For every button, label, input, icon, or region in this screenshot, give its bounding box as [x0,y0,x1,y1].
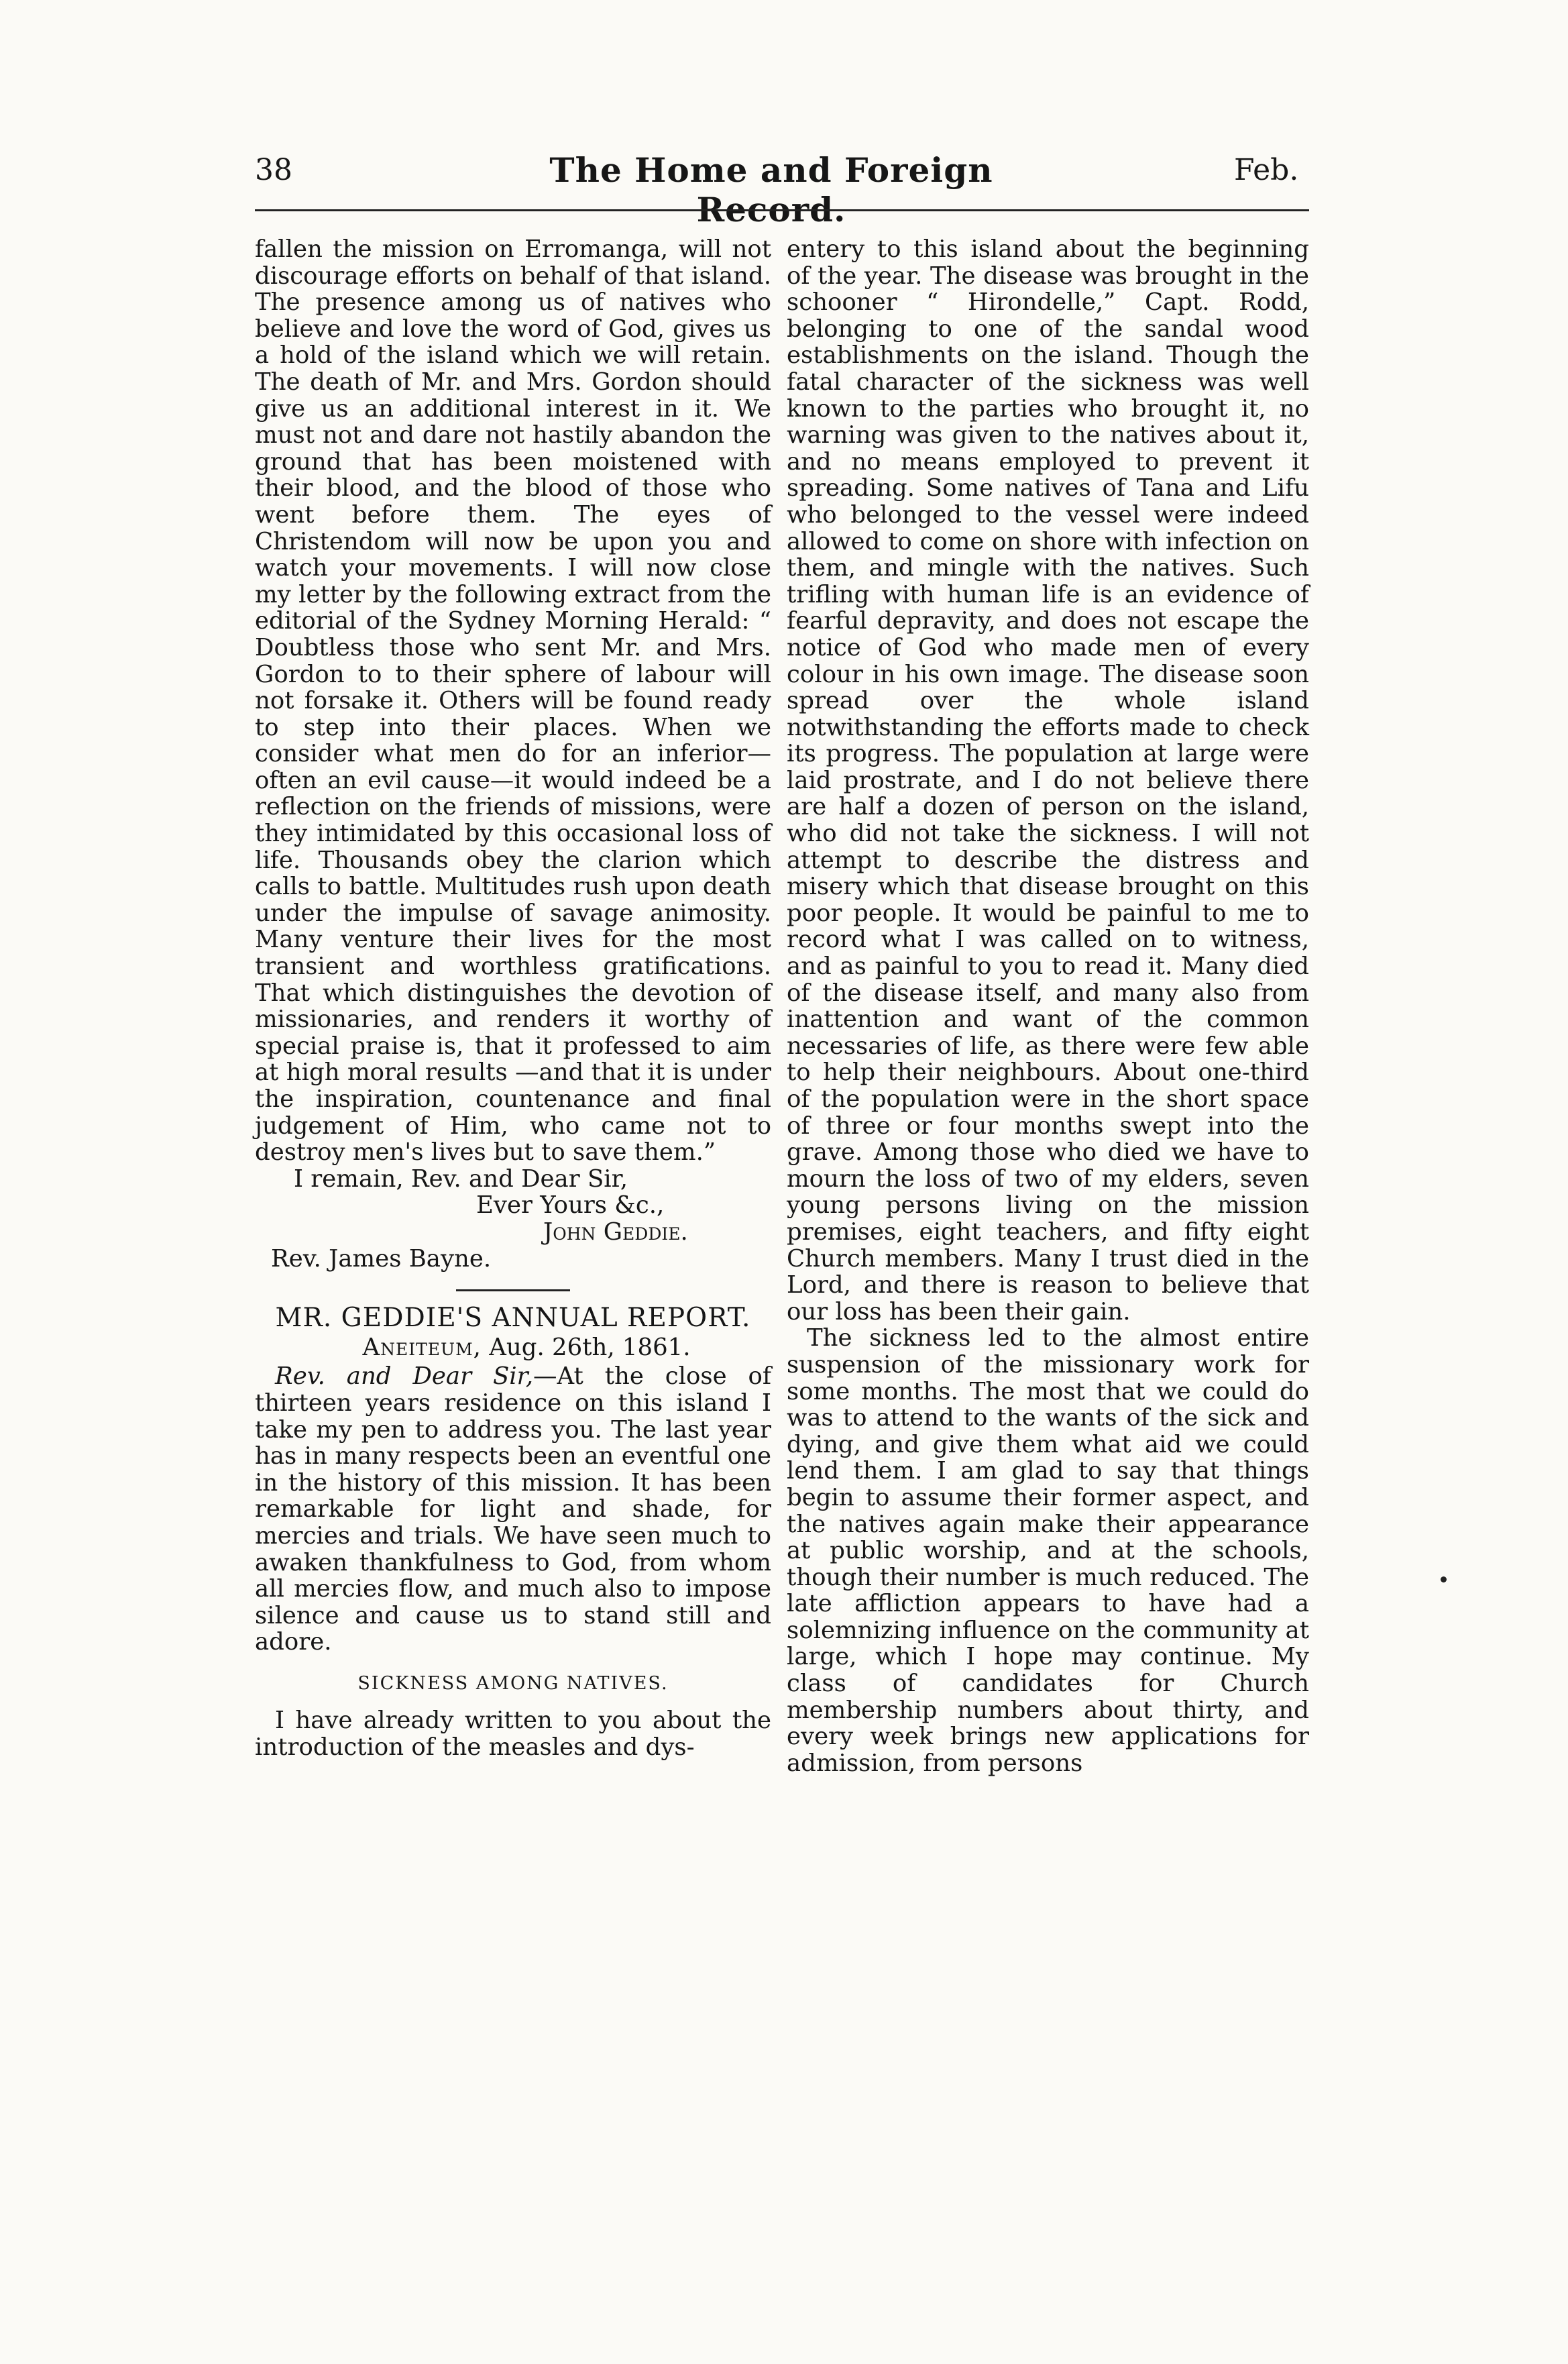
header-rule [255,209,1309,211]
report-opening-paragraph [255,1363,771,1656]
issue-month: Feb. [1234,153,1299,187]
page-header [0,0,1568,228]
right-column [787,236,1309,1776]
running-title: The Home and Foreign Record. [549,150,993,229]
section-subheading: SICKNESS AMONG NATIVES. [357,1672,669,1694]
sickness-paragraph-continued: entery to this island about the beginning of the year. The disease was brought in the schooner “ Hirondelle,” Capt. Rodd, belonging to one of the sandal wood establishments on the island. Though the fatal character of the sickness was well known to the parties who brought it, no warning was given to the natives about it, and no means employed to prevent it spreading. Some natives of Tana and Lifu who belonged to the vessel were indeed allowed to come on shore with infection on them, and mingle with the natives. Such trifling with human life is an evidence of fearful depravity, and does not escape the notice of God who made men of every colour in his own image. The disease soon spread over the whole island notwithstanding the efforts made to check its progress. The population at large were laid prostrate, and I do not believe there are half a dozen of person on the island, who did not take the sickness. I will not attempt to describe the distress and misery which that disease brought on this poor people. It would be painful to me to record what I was called on to witness, and as painful to you to read it. Many died of the disease itself, and many also from inattention and want of the common necessaries of life, as there were few able to help their neighbours. About one-third of the population were in the short space of three or four months swept into the grave. Among those who died we have to mourn the loss of two of my elders, seven young persons living on the mission premises, eight teachers, and fifty eight Church members. Many I trust died in the Lord, and there is reason to believe that our loss has been their gain. [787,235,1309,1326]
signoff-line: I remain, Rev. and Dear Sir, [294,1165,628,1193]
letter-closing-paragraph: fallen the mission on Erromanga, will not discourage efforts on behalf of that island. The presence among us of natives who believe and love the word of God, gives us a hold of the island which we will retain. The death of Mr. and Mrs. Gordon should give us an additional interest in it. We must not and dare not hastily abandon the ground that has been moistened with their blood, and the blood of those who went before them. The eyes of Christendom will now be upon you and watch your movements. I will now close my letter by the following extract from the editorial of the Sydney Morning Herald: “ Doubtless those who sent Mr. and Mrs. Gordon to to their sphere of labour will not forsake it. Others will be found ready to step into their places. When we consider what men do for an inferior—often an evil cause—it would indeed be a reflection on the friends of missions, were they intimidated by this occasional loss of life. Thousands obey the clarion which calls to battle. Multitudes rush upon death under the impulse of savage animosity. Many venture their lives for the most transient and worthless gratifications. That which distinguishes the devotion of missionaries, and renders it worthy of special praise is, that it professed to aim at high moral results —and that it is under the inspiration, countenance and final judgement of Him, who came not to destroy men's lives but to save them.” [255,235,771,1167]
suspension-paragraph: The sickness led to the almost entire suspension of the missionary work for some months. The most that we could do was to attend to the wants of the sick and dying, and give them what aid we could lend them. I am glad to say that things begin to assume their former aspect, and the natives again make their appearance at public worship, and at the schools, though their number is much reduced. The late affliction appears to have had a solemnizing influence on the community at large, which I hope may continue. My class of candidates for Church membership numbers about thirty, and every week brings new applications for admission, from persons [787,1324,1309,1777]
salutation: Rev. and Dear Sir, [275,1362,533,1391]
dateline-date: Aug. 26th, 1861. [489,1333,691,1361]
page-number: 38 [255,153,292,187]
section-divider [456,1289,570,1291]
margin-mark [1441,1576,1447,1582]
dateline-place: Aneiteum, [362,1333,482,1361]
left-column [255,236,771,1761]
report-title: MR. GEDDIE'S ANNUAL REPORT. [275,1303,751,1334]
opening-text: —At the close of thirteen years residence on this island I take my pen to address you. The last year has in many respects been an eventful one in the history of this mission. It has been remarkable for light and shade, for mercies and trials. We have seen much to awaken thankfulness to God, from whom all mercies flow, and much also to impose silence and cause us to stand still and adore. [255,1362,772,1656]
signature: John Geddie. [543,1218,688,1246]
signoff-line: Ever Yours &c., [476,1191,665,1220]
addressee: Rev. James Bayne. [271,1244,492,1273]
sickness-paragraph-start: I have already written to you about the introduction of the measles and dys- [255,1707,771,1762]
dateline [255,1334,771,1361]
letter-signoff [255,1166,771,1272]
